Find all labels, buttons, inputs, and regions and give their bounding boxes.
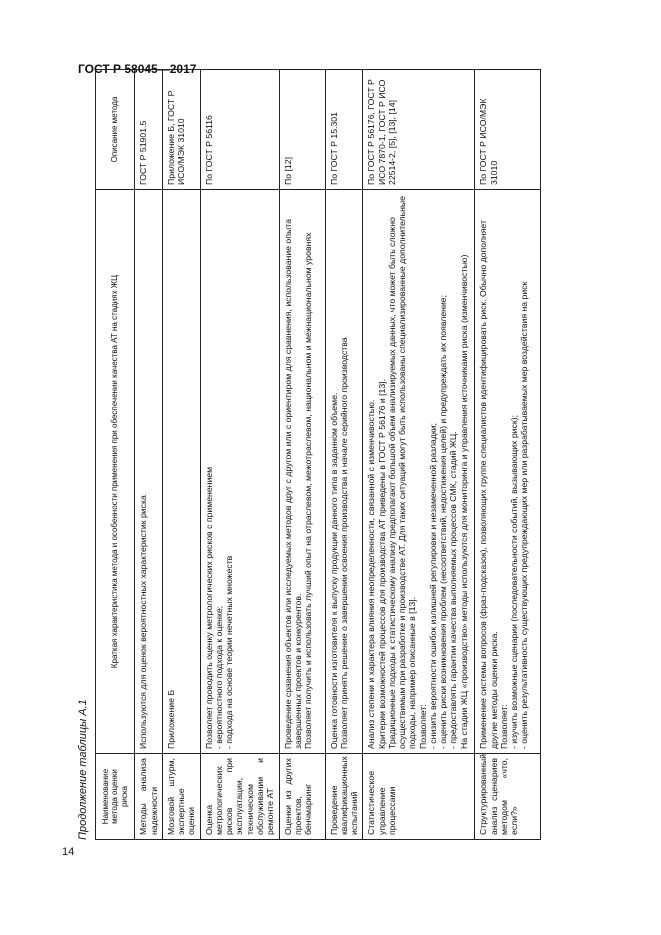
- characteristics-line: - подхода на основе теории нечетных множеств: [224, 555, 235, 749]
- characteristics-line: Позволяет получить и использовать лучший опыт на отраслевом, межотраслевом, национальном и межнациональном уровнях: [303, 232, 314, 749]
- method-description-cell: По ГОСТ Р ИСО/МЭК 31010: [475, 70, 541, 190]
- method-name-cell: Проведение квалификационных испытаний: [325, 754, 363, 840]
- characteristics-line: Оценка готовности изготовителя к выпуску продукции данного типа в заданном объеме.: [328, 392, 339, 749]
- characteristics-line: Критерии возможностей процессов для производства АТ приведены в ГОСТ Р 56176 и [13].: [376, 378, 387, 749]
- method-description-cell: По [12]: [279, 70, 325, 190]
- table-row: [200, 70, 279, 840]
- characteristics-line: - оценить результативность существующих предупреждающих мер или разрабатываемых мер воздействия на риск: [519, 281, 530, 749]
- characteristics-line: Применение системы вопросов (фраз-подсказок), позволяющих группе специалистов идентифицировать риск. Обычно дополняет другие методы оценки риска.: [478, 220, 499, 749]
- table-row: [325, 70, 363, 840]
- method-characteristics-cell: [363, 190, 475, 754]
- method-characteristics-cell: [162, 190, 200, 754]
- method-characteristics-cell: [279, 190, 325, 754]
- characteristics-line: - снизить вероятности ошибок излишней регулировки и незамеченной разладки;: [427, 423, 438, 749]
- header-method-characteristics: Краткая характеристика метода и особенности применения при обеспечении качества АТ на стадиях ЖЦ: [96, 190, 135, 754]
- method-name-cell: Структурированный анализ сценариев методом «что, если?»: [475, 754, 541, 840]
- characteristics-line: На стадии ЖЦ «производство» методы используются для мониторинга и управления источниками риска (изменчивостью): [458, 254, 469, 749]
- method-characteristics-cell: [135, 190, 163, 754]
- characteristics-line: Позволяет проводить оценку метрологических рисков с применением: [203, 466, 214, 749]
- table-row: [363, 70, 475, 840]
- method-description-cell: Приложение Б, ГОСТ Р ИСО/МЭК 31010: [162, 70, 200, 190]
- table-row: [475, 70, 541, 840]
- table-body: [135, 70, 541, 840]
- method-characteristics-cell: [325, 190, 363, 754]
- table-header-row: [96, 70, 135, 840]
- header-method-description: Описание метода: [96, 70, 135, 190]
- rotated-table-area: [65, 70, 585, 840]
- document-code: ГОСТ Р 58045—2017: [78, 62, 197, 76]
- characteristics-line: Позволяет принять решение о завершении освоения производства и начале серийного производства: [338, 337, 349, 749]
- method-description-cell: По ГОСТ Р 15.301: [325, 70, 363, 190]
- method-name-cell: Методы анализа надежности: [135, 754, 163, 840]
- method-description-cell: По ГОСТ Р 56116: [200, 70, 279, 190]
- characteristics-line: Проведение сравнения объектов или исследуемых методов друг с другом или с ориентиром для сравнения, использование опыта завершенных проектов и конкурентов.: [282, 219, 303, 749]
- table-caption: Продолжение таблицы А.1: [77, 699, 89, 840]
- page-number: 14: [62, 846, 75, 858]
- method-name-cell: Оценка метрологических рисков при эксплуатации, техническом обслуживании и ремонте АТ: [200, 754, 279, 840]
- method-description-cell: ГОСТ Р 51901.5: [135, 70, 163, 190]
- table-row: [279, 70, 325, 840]
- characteristics-line: Используются для оценок вероятностных характеристик риска: [138, 495, 149, 749]
- method-name-cell: Мозговой штурм, экспертные оценки: [162, 754, 200, 840]
- methods-table: [95, 69, 541, 840]
- characteristics-line: Традиционные подходы к статистическому анализу предполагают большой объем анализируемых данных, что может быть сложно осуществимым при разработке и производстве АТ. Для таких ситуаций могут быть использованы специализированные дополнительные подходы, например описанные в [13].: [386, 195, 418, 749]
- method-name-cell: Статистическое управление процессами: [363, 754, 475, 840]
- method-name-cell: Оценки из других проектов, бенчмаркинг: [279, 754, 325, 840]
- method-characteristics-cell: [200, 190, 279, 754]
- characteristics-line: - изучить возможные сценарии (последовательности событий, вызывающих риск);: [509, 415, 520, 749]
- characteristics-line: - оценить риски возникновения проблем (несоответствий, недостижения целей) и предупреждать их появление;: [438, 294, 449, 749]
- characteristics-line: - предоставлять гарантии качества выполняемых процессов СМК, стадий ЖЦ.: [448, 431, 459, 749]
- characteristics-line: - вероятностного подхода к оценке;: [213, 605, 224, 749]
- method-characteristics-cell: [475, 190, 541, 754]
- characteristics-line: Позволяет:: [498, 704, 509, 749]
- header-method-name: Наименование метода оценки риска: [96, 754, 135, 840]
- method-description-cell: По ГОСТ Р 56176, ГОСТ Р ИСО 7870-1, ГОСТ Р ИСО 22514-2, [5], [13], [14]: [363, 70, 475, 190]
- characteristics-line: Позволяет:: [417, 704, 428, 749]
- table-row: [162, 70, 200, 840]
- table-row: [135, 70, 163, 840]
- characteristics-line: Приложение Б: [165, 689, 176, 749]
- characteristics-line: Анализ степени и характера влияния неопределенности, связанной с изменчивостью.: [366, 399, 377, 749]
